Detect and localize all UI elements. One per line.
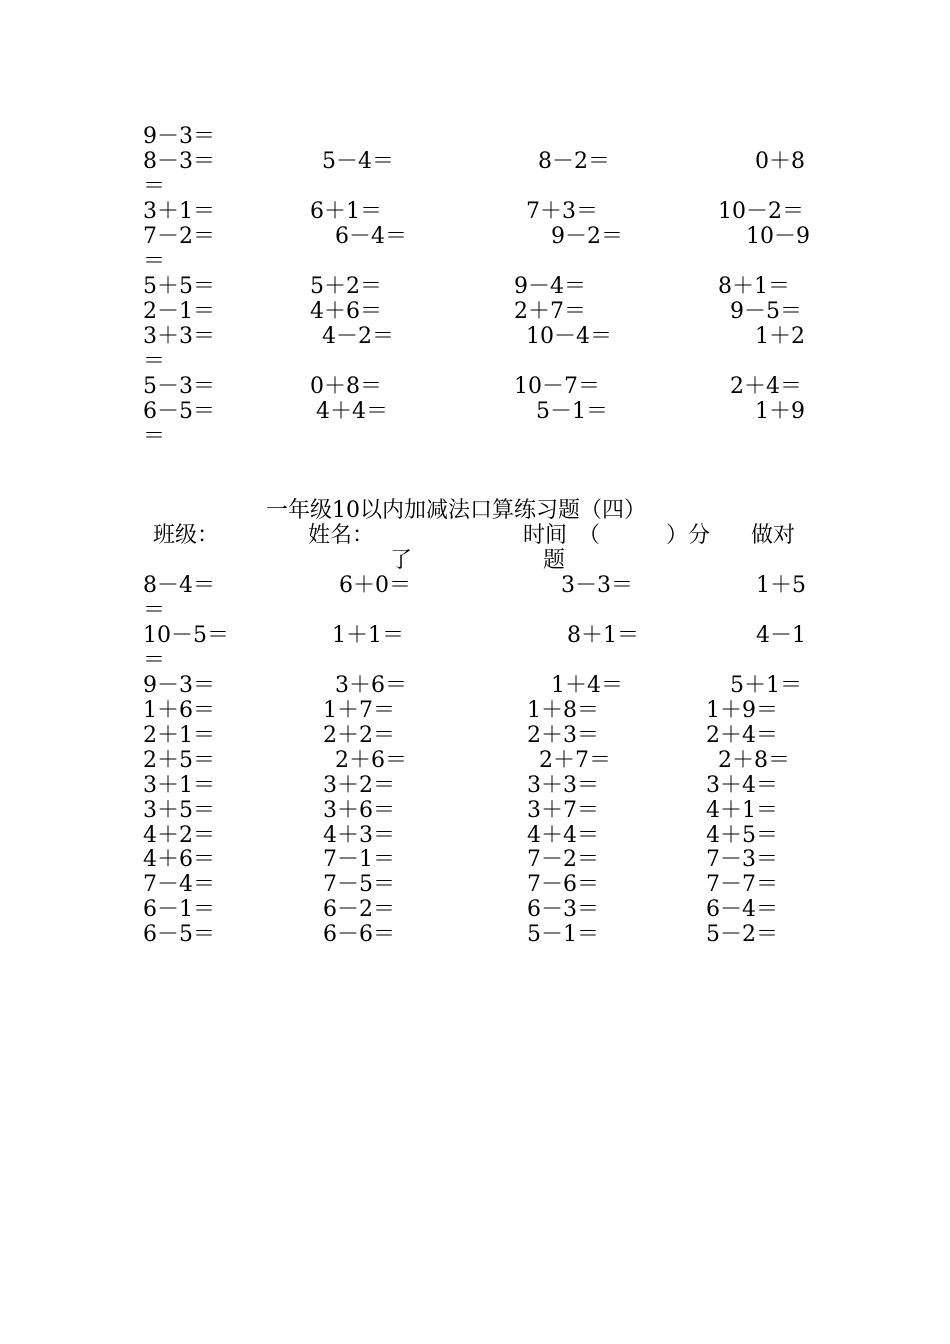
exercise-item: 0＋8 [755, 149, 805, 174]
exercise-item: 9－3＝ [143, 124, 215, 149]
exercise-item: 5＋1＝ [730, 673, 802, 698]
exercise-item: 2＋1＝ [143, 723, 215, 748]
exercise-item: 8－3＝ [143, 149, 215, 174]
exercise-item: 3＋1＝ [143, 199, 215, 224]
exercise-item: 1＋9 [755, 399, 805, 424]
exercise-item: 4＋5＝ [706, 823, 778, 848]
exercise-item: 7－5＝ [323, 872, 395, 897]
exercise-item: 7－6＝ [527, 872, 599, 897]
exercise-item: 2＋4＝ [706, 723, 778, 748]
exercise-item: 2＋7＝ [514, 299, 586, 324]
exercise-item: 1＋8＝ [527, 698, 599, 723]
exercise-item: 7－1＝ [323, 847, 395, 872]
exercise-item: 2＋6＝ [335, 748, 407, 773]
exercise-item: 7－7＝ [706, 872, 778, 897]
exercise-item: 10－9 [746, 224, 810, 249]
exercise-item: 4＋2＝ [143, 823, 215, 848]
exercise-item: 3＋3＝ [527, 773, 599, 798]
class-label: 班级： [153, 523, 220, 548]
exercise-item: 7＋3＝ [526, 199, 598, 224]
exercise-item: 9－3＝ [143, 673, 215, 698]
exercise-item: 5－1＝ [527, 922, 599, 947]
exercise-item: 7－3＝ [706, 847, 778, 872]
exercise-item: 4－2＝ [322, 324, 394, 349]
exercise-item: 10－5＝ [143, 623, 229, 648]
exercise-item: 3＋1＝ [143, 773, 215, 798]
exercise-item: 10－4＝ [526, 324, 612, 349]
exercise-item: 2＋5＝ [143, 748, 215, 773]
le-label: 了 [390, 548, 413, 573]
exercise-item: 6＋1＝ [310, 199, 382, 224]
exercise-item: 2＋2＝ [323, 723, 395, 748]
exercise-item: 4＋3＝ [323, 823, 395, 848]
exercise-item: 6－4＝ [335, 224, 407, 249]
exercise-item: 2＋7＝ [539, 748, 611, 773]
exercise-item: 4＋4＝ [316, 399, 388, 424]
exercise-item: 7－2＝ [143, 224, 215, 249]
exercise-item: 8－4＝ [143, 573, 215, 598]
exercise-item: 4－1 [756, 623, 806, 648]
exercise-item: 1＋2 [755, 324, 805, 349]
exercise-item: 3＋7＝ [527, 798, 599, 823]
worksheet-title: 一年级10以内加减法口算练习题（四） [266, 498, 646, 523]
exercise-item: 8－2＝ [538, 149, 610, 174]
exercise-item: 3＋3＝ [143, 324, 215, 349]
exercise-item: 5－4＝ [322, 149, 394, 174]
exercise-item: 5－1＝ [536, 399, 608, 424]
exercise-item: 4＋6＝ [143, 847, 215, 872]
exercise-item: 6－1＝ [143, 897, 215, 922]
exercise-item: ＝ [143, 598, 166, 623]
exercise-item: 3＋2＝ [323, 773, 395, 798]
exercise-item: 4＋6＝ [310, 299, 382, 324]
exercise-item: 2－1＝ [143, 299, 215, 324]
exercise-item: 6＋0＝ [339, 573, 411, 598]
exercise-item: 1＋7＝ [323, 698, 395, 723]
exercise-item: 9－4＝ [514, 274, 586, 299]
exercise-item: 2＋3＝ [527, 723, 599, 748]
exercise-item: 6－6＝ [323, 922, 395, 947]
exercise-item: 2＋4＝ [730, 374, 802, 399]
exercise-item: 6－5＝ [143, 922, 215, 947]
exercise-item: 3＋5＝ [143, 798, 215, 823]
exercise-item: 1＋1＝ [332, 623, 404, 648]
exercise-item: 1＋6＝ [143, 698, 215, 723]
time-label: 时间 （ ）分 [523, 523, 711, 548]
name-label: 姓名： [308, 523, 375, 548]
exercise-item: ＝ [143, 424, 166, 449]
exercise-item: 5－2＝ [706, 922, 778, 947]
exercise-item: 3＋6＝ [323, 798, 395, 823]
exercise-item: 10－7＝ [514, 374, 600, 399]
exercise-item: 0＋8＝ [310, 374, 382, 399]
exercise-item: 1＋9＝ [706, 698, 778, 723]
exercise-item: 9－2＝ [551, 224, 623, 249]
ti-label: 题 [543, 548, 566, 573]
correct-label: 做对 [751, 523, 796, 548]
exercise-item: 7－4＝ [143, 872, 215, 897]
exercise-item: 2＋8＝ [718, 748, 790, 773]
exercise-item: 5－3＝ [143, 374, 215, 399]
exercise-item: 4＋1＝ [706, 798, 778, 823]
exercise-item: ＝ [143, 648, 166, 673]
exercise-item: 6－4＝ [706, 897, 778, 922]
exercise-item: 1＋5 [756, 573, 806, 598]
exercise-item: ＝ [143, 249, 166, 274]
exercise-item: 1＋4＝ [551, 673, 623, 698]
exercise-item: 3－3＝ [561, 573, 633, 598]
exercise-item: 3＋4＝ [706, 773, 778, 798]
exercise-item: ＝ [143, 174, 166, 199]
exercise-item: 8＋1＝ [567, 623, 639, 648]
exercise-item: 8＋1＝ [718, 274, 790, 299]
exercise-item: ＝ [143, 349, 166, 374]
exercise-item: 9－5＝ [730, 299, 802, 324]
exercise-item: 5＋2＝ [310, 274, 382, 299]
exercise-item: 3＋6＝ [335, 673, 407, 698]
exercise-item: 10－2＝ [718, 199, 804, 224]
exercise-item: 6－2＝ [323, 897, 395, 922]
exercise-item: 7－2＝ [527, 847, 599, 872]
exercise-item: 4＋4＝ [527, 823, 599, 848]
exercise-item: 6－5＝ [143, 399, 215, 424]
exercise-item: 6－3＝ [527, 897, 599, 922]
exercise-item: 5＋5＝ [143, 274, 215, 299]
